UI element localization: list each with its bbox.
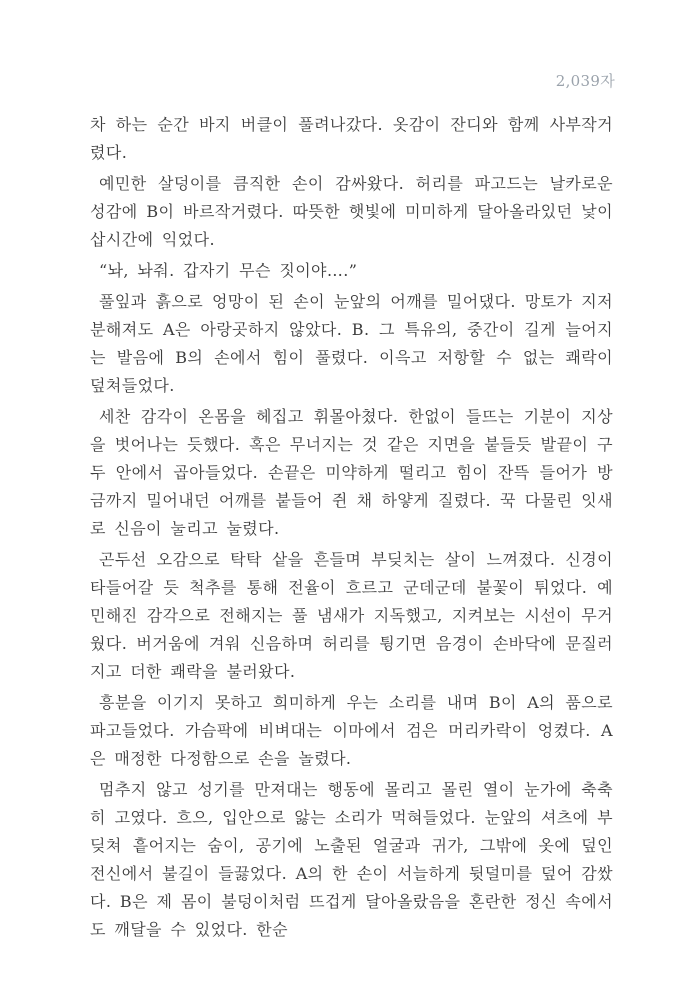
paragraph: “놔, 놔줘. 갑자기 무슨 짓이야….” <box>99 261 358 280</box>
manuscript-text <box>90 111 613 947</box>
paragraph: 차 하는 순간 바지 버클이 풀려나갔다. 옷감이 잔디와 함께 사부작거렸다. <box>90 115 613 162</box>
paragraph: 멈추지 않고 성기를 만져대는 행동에 몰리고 몰린 열이 눈가에 축축히 고였다. 흐으, 입안으로 앓는 소리가 먹혀들었다. 눈앞의 셔츠에 부딪쳐 흩어지는 숨이, 공기에 노출된 얼굴과 귀가, 그밖에 옷에 덮인 전신에서 불길이 들끓었다. A의 한 손이 서늘하게 뒷덜미를 덮어 감쌌다. B은 제 몸이 불덩이처럼 뜨겁게 달아올랐음을 혼란한 정신 속에서도 깨달을 수 있었다. 한순 <box>90 780 613 939</box>
paragraph: 곤두선 오감으로 탁탁 샅을 흔들며 부딪치는 살이 느껴졌다. 신경이 타들어갈 듯 척추를 통해 전율이 흐르고 군데군데 불꽃이 튀었다. 예민해진 감각으로 전해지는 풀 냄새가 지독했고, 지켜보는 시선이 무거웠다. 버거움에 겨워 신음하며 허리를 튕기면 음경이 손바닥에 문질러지고 더한 쾌락을 불러왔다. <box>90 550 613 681</box>
char-count-badge: 2,039자 <box>555 72 615 90</box>
paragraph: 풀잎과 흙으로 엉망이 된 손이 눈앞의 어깨를 밀어댔다. 망토가 지저분해져도 A은 아랑곳하지 않았다. B. 그 특유의, 중간이 길게 늘어지는 발음에 B의 손에서 힘이 풀렸다. 이윽고 저항할 수 없는 쾌락이 덮쳐들었다. <box>90 292 613 395</box>
paragraph: 흥분을 이기지 못하고 희미하게 우는 소리를 내며 B이 A의 품으로 파고들었다. 가슴팍에 비벼대는 이마에서 검은 머리카락이 엉켰다. A은 매정한 다정함으로 손을 놀렸다. <box>90 693 613 768</box>
paragraph: 예민한 살덩이를 큼직한 손이 감싸왔다. 허리를 파고드는 날카로운 성감에 B이 바르작거렸다. 따뜻한 햇빛에 미미하게 달아올라있던 낯이 삽시간에 익었다. <box>90 174 613 249</box>
paragraph: 세찬 감각이 온몸을 헤집고 휘몰아쳤다. 한없이 들뜨는 기분이 지상을 벗어나는 듯했다. 혹은 무너지는 것 같은 지면을 붙들듯 발끝이 구두 안에서 곱아들었다. 손끝은 미약하게 떨리고 힘이 잔뜩 들어가 방금까지 밀어내던 어깨를 붙들어 쥔 채 하얗게 질렸다. 꾹 다물린 잇새로 신음이 눌리고 눌렸다. <box>90 407 613 538</box>
